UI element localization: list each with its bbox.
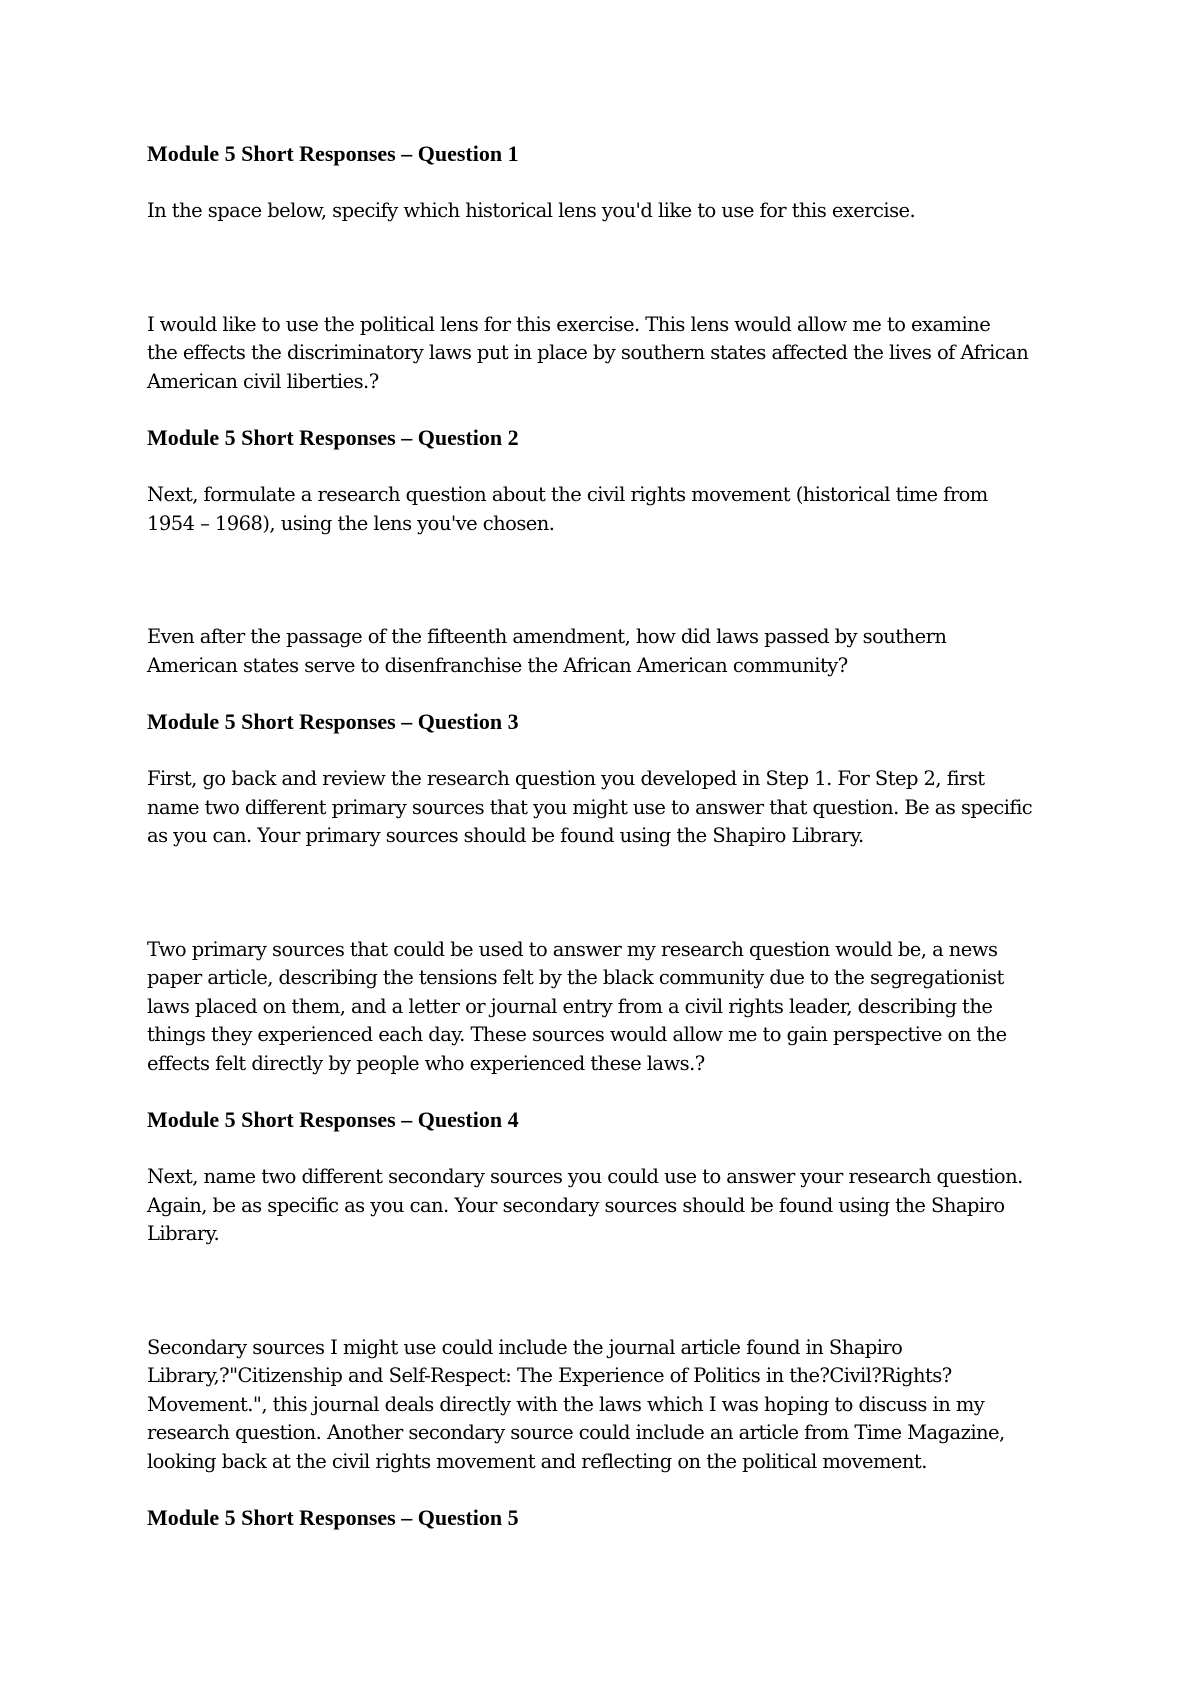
question-2-prompt: Next, formulate a research question about the civil rights movement (historical time from 1954 – 1968), using the lens you've chosen.: [147, 483, 988, 535]
question-3-answer: Two primary sources that could be used to answer my research question would be, a news paper article, describing the tensions felt by the black community due to the segregationist laws placed on them, and a letter or journal entry from a civil rights leader, describing the things they experienced each day. These sources would allow me to gain perspective on the effects felt directly by people who experienced these laws.?: [147, 937, 1007, 1075]
question-4-prompt: Next, name two different secondary sources you could use to answer your research question. Again, be as specific as you can. Your secondary sources should be found using the Shapiro Library.: [147, 1165, 1023, 1245]
question-4-heading: Module 5 Short Responses – Question 4: [147, 1107, 519, 1132]
document-body: [147, 140, 1067, 1561]
question-3-heading: Module 5 Short Responses – Question 3: [147, 709, 519, 734]
question-4-answer: Secondary sources I might use could include the journal article found in Shapiro Library,?"Citizenship and Self-Respect: The Experience of Politics in the?Civil?Rights? Movement.", this journal deals directly with the laws which I was hoping to discuss in my research question. Another secondary source could include an article from Time Magazine, looking back at the civil rights movement and reflecting on the political movement.: [147, 1335, 1005, 1473]
question-1-section: [147, 140, 1067, 424]
question-1-answer: I would like to use the political lens for this exercise. This lens would allow me to examine the effects the discriminatory laws put in place by southern states affected the lives of African American civil liberties.?: [147, 312, 1029, 393]
question-5-heading: Module 5 Short Responses – Question 5: [147, 1505, 519, 1530]
question-2-section: [147, 424, 1067, 708]
question-3-section: [147, 708, 1067, 1106]
question-2-heading: Module 5 Short Responses – Question 2: [147, 425, 519, 450]
question-1-prompt: In the space below, specify which historical lens you'd like to use for this exercise.: [147, 199, 916, 222]
question-5-section: [147, 1504, 1067, 1532]
question-4-section: [147, 1106, 1067, 1504]
question-3-prompt: First, go back and review the research question you developed in Step 1. For Step 2, first name two different primary sources that you might use to answer that question. Be as specific as you can. Your primary sources should be found using the Shapiro Library.: [147, 767, 1033, 847]
question-2-answer: Even after the passage of the fifteenth amendment, how did laws passed by southern American states serve to disenfranchise the African American community?: [147, 625, 947, 677]
question-1-heading: Module 5 Short Responses – Question 1: [147, 141, 519, 166]
